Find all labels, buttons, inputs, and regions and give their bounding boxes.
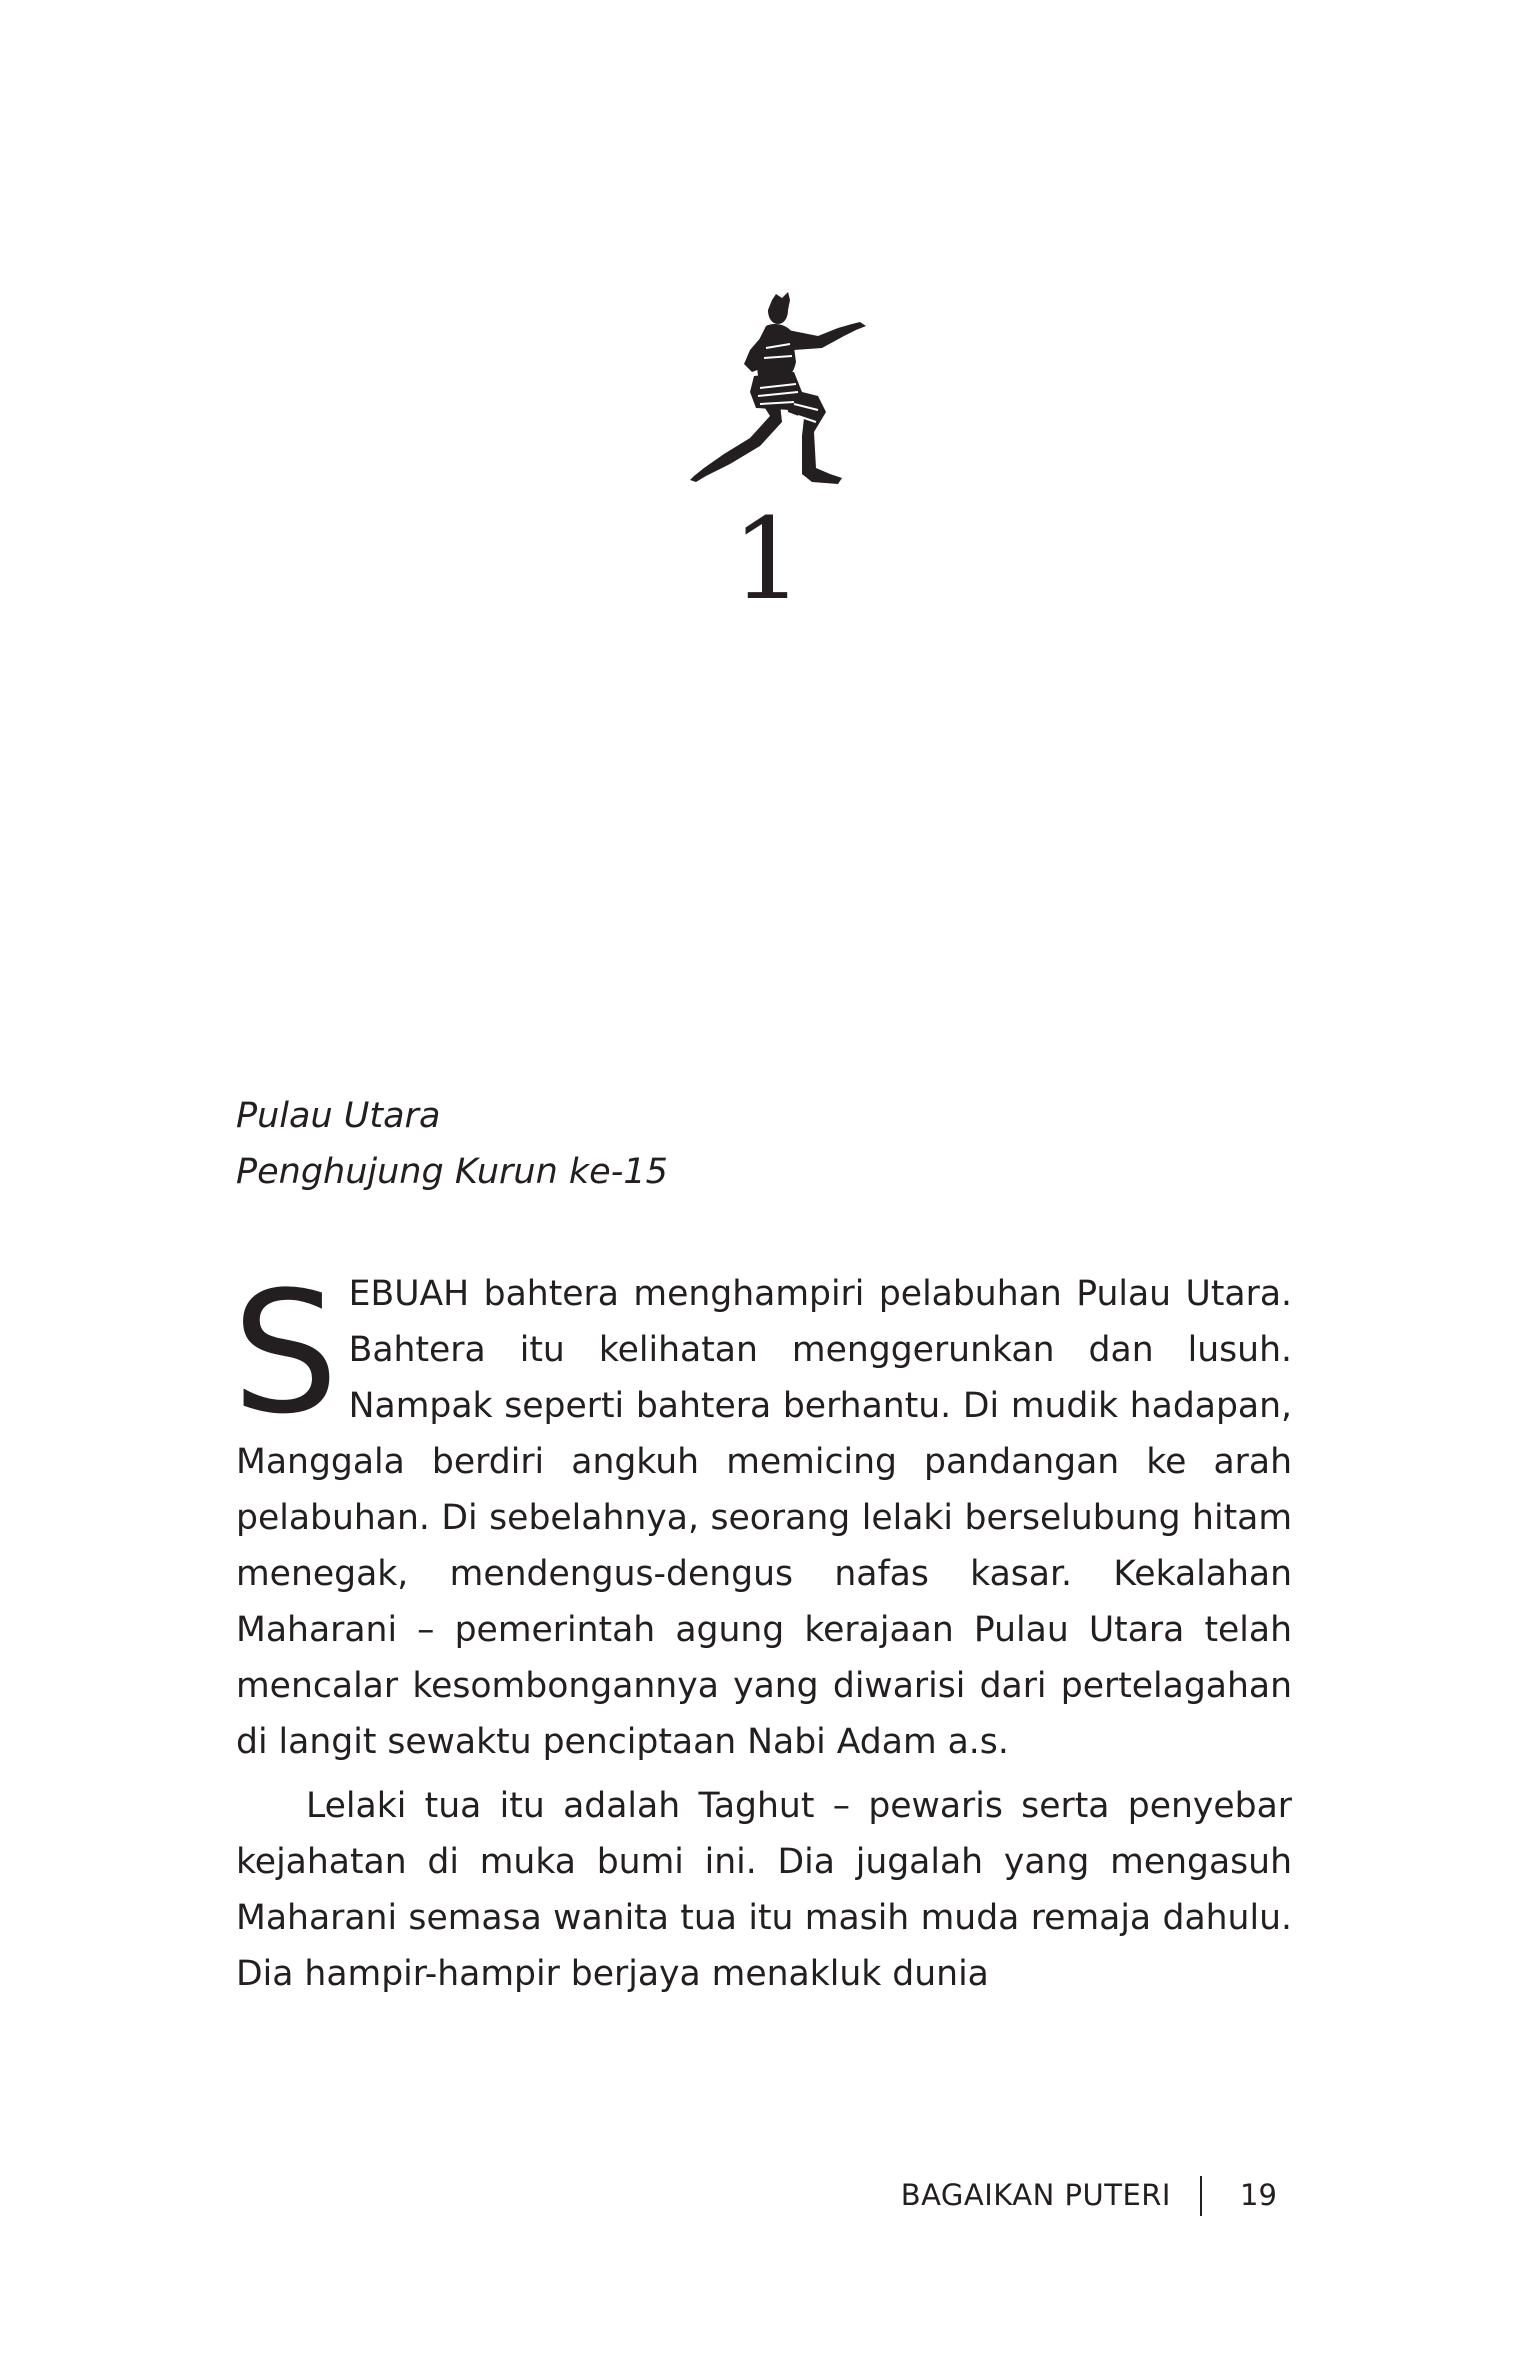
page-number: 19 [1240, 2178, 1277, 2212]
chapter-body [232, 1255, 1292, 2002]
setting-time: Penghujung Kurun ke-15 [236, 1152, 668, 1192]
chapter-emblem [690, 292, 870, 492]
paragraph-1-text: EBUAH bahtera menghampiri pelabuhan Pulau Utara. Bahtera itu kelihatan menggerunkan dan lusuh. Nampak seperti bahtera berhantu. Di mudik hadapan, Manggala berdiri angkuh memicing pandangan ke arah pelabuhan. Di sebelahnya, seorang lelaki berselubung hitam menegak, mendengus-dengus nafas kasar. Kekalahan Maharani – pemerintah agung kerajaan Pulau Utara telah mencalar kesombongannya yang diwarisi dari pertelagahan di langit sewaktu penciptaan Nabi Adam a.s. [236, 1274, 1292, 1762]
setting-place: Pulau Utara [236, 1096, 441, 1136]
footer-divider [1200, 2176, 1202, 2216]
page-footer [0, 2176, 1535, 2220]
chapter-setting [236, 1088, 1296, 1200]
drop-cap: S [232, 1255, 339, 1451]
silat-fighter-icon [690, 292, 870, 492]
running-title: BAGAIKAN PUTERI [900, 2178, 1171, 2212]
chapter-number: 1 [731, 495, 804, 625]
paragraph-1 [232, 1255, 1292, 1770]
paragraph-2: Lelaki tua itu adalah Taghut – pewaris serta penyebar kejahatan di muka bumi ini. Dia jugalah yang mengasuh Maharani semasa wanita tua itu masih muda remaja dahulu. Dia hampir-hampir berjaya menakluk dunia [236, 1786, 1292, 1994]
